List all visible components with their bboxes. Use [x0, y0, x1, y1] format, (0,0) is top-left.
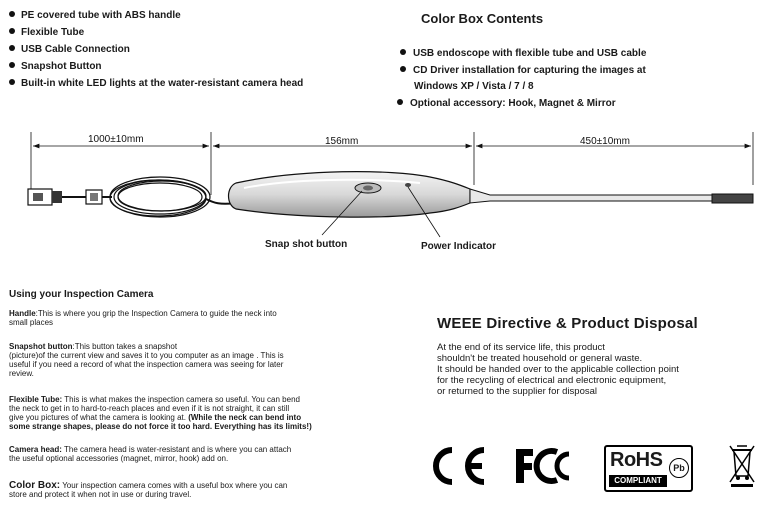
color-box-item-continued: Windows XP / Vista / 7 / 8	[414, 81, 534, 92]
coiled-cable-icon	[110, 177, 210, 217]
camera-head-description: Camera head: The camera head is water-resistant and is where you can attach the useful optional accessories (magnet, mirror, hook) add on.	[9, 445, 292, 463]
bullet-icon	[400, 66, 406, 72]
feature-item: Flexible Tube	[9, 27, 84, 39]
rohs-mark	[604, 445, 693, 492]
rohs-label: RoHS	[610, 449, 663, 471]
weee-title: WEEE Directive & Product Disposal	[437, 315, 698, 332]
weee-text: At the end of its service life, this product shouldn't be treated household or general waste. It should be handed over to the applicable collection point for the recycling of electrical and electronic equipment, or returned to the supplier for disposal	[437, 342, 679, 397]
callout-snapshot-button: Snap shot button	[265, 239, 348, 250]
rohs-compliant-label: COMPLIANT	[609, 475, 667, 487]
bullet-icon	[400, 49, 406, 55]
dimension-label-tube: 450±10mm	[580, 136, 630, 147]
bullet-icon	[9, 45, 15, 51]
feature-item: PE covered tube with ABS handle	[9, 10, 181, 22]
handle-description: Handle:This is where you grip the Inspection Camera to guide the neck into small places	[9, 309, 277, 327]
lead-free-icon: Pb	[669, 458, 689, 478]
ce-mark-icon	[426, 446, 490, 486]
camera-head	[712, 194, 753, 203]
usage-section-title: Using your Inspection Camera	[9, 289, 154, 300]
bullet-icon	[9, 79, 15, 85]
color-box-item: USB endoscope with flexible tube and USB cable	[400, 47, 646, 60]
weee-bin-icon	[728, 444, 756, 488]
callout-power-indicator: Power Indicator	[421, 241, 497, 252]
color-box-item: CD Driver installation for capturing the images at	[400, 64, 646, 77]
flexible-tube-description: Flexible Tube: This is what makes the inspection camera so useful. You can bend the neck to get in to hard-to-reach places and even if it is not straight, it can still give you pictures of what the camera is looking at. (While the neck can bend into some strange shapes, please do not force it too hard. Everything has its limits!)	[9, 395, 312, 431]
feature-item: USB Cable Connection	[9, 44, 130, 56]
dimension-label-handle: 156mm	[325, 136, 359, 147]
bullet-icon	[9, 28, 15, 34]
fcc-mark-icon	[513, 446, 579, 486]
camera-handle	[229, 172, 471, 218]
color-box-title: Color Box Contents	[421, 11, 544, 26]
bullet-icon	[397, 99, 403, 105]
dimension-label-cable: 1000±10mm	[88, 134, 144, 145]
feature-item: Snapshot Button	[9, 61, 102, 73]
bullet-icon	[9, 11, 15, 17]
color-box-item: Optional accessory: Hook, Magnet & Mirror	[397, 97, 616, 110]
snapshot-description: Snapshot button:This button takes a snapshot (picture)of the current view and saves it to you computer as an image . This is useful if you need a record of what the inspection camera was seeing for later review.	[9, 342, 284, 378]
power-indicator-icon	[405, 183, 411, 187]
color-box-description: Color Box: Your inspection camera comes with a useful box where you can store and protect it when not in use or during travel.	[9, 480, 288, 499]
feature-item: Built-in white LED lights at the water-resistant camera head	[9, 78, 303, 90]
bullet-icon	[9, 62, 15, 68]
